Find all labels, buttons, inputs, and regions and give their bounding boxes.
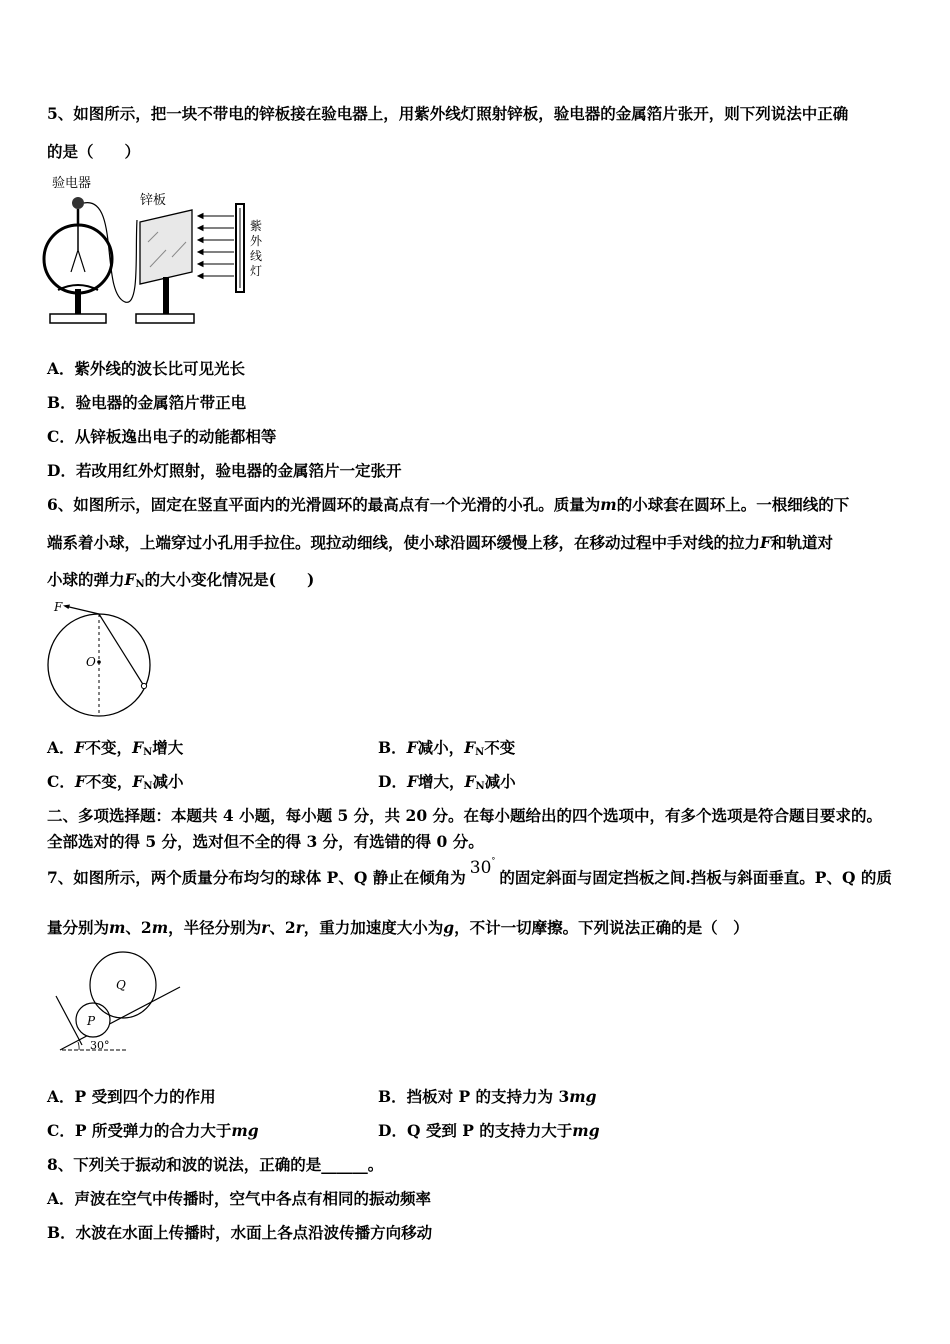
uv-lamp-label-3: 线 <box>250 249 263 263</box>
uv-lamp-label-4: 灯 <box>250 264 263 278</box>
uv-lamp-label-2: 外 <box>250 234 263 248</box>
q5-figure <box>40 172 280 334</box>
section2-instruction-line1: 二、多项选择题：本题共 4 小题，每小题 5 分，共 20 分。在每小题给出的四个选项中，有多个选项是符合题目要求的。 <box>47 806 883 825</box>
electroscope-foil-left <box>71 250 78 272</box>
q7-option-d[interactable]: D．Q 受到 P 的支持力大于mg <box>378 1121 600 1140</box>
q8-stem: 8、下列关于振动和波的说法，正确的是______。 <box>47 1155 384 1174</box>
q5-stem-line1: 5、如图所示，把一块不带电的锌板接在验电器上，用紫外线灯照射锌板，验电器的金属箔片张开，则下列说法中正确 <box>47 104 849 123</box>
angle-arc <box>78 1042 79 1050</box>
q6-stem-line1: 6、如图所示，固定在竖直平面内的光滑圆环的最高点有一个光滑的小孔。质量为m的小球套在圆环上。一根细线的下 <box>47 495 850 514</box>
uv-lamp-label-1: 紫 <box>250 219 263 233</box>
string-line <box>99 614 144 686</box>
pull-force-arrow <box>65 606 99 614</box>
zinc-plate <box>140 210 192 284</box>
electroscope-ball <box>72 197 84 209</box>
force-label: F <box>54 600 63 614</box>
q6-stem-line3: 小球的弹力$F_N$的大小变化情况是( ) <box>47 570 315 590</box>
q6-stem-line2: 端系着小球，上端穿过小孔用手拉住。现拉动细线，使小球沿圆环缓慢上移，在移动过程中手对线的拉力F和轨道对 <box>47 533 834 552</box>
center-label: O <box>86 655 96 669</box>
q7-option-a[interactable]: A．P 受到四个力的作用 <box>47 1087 216 1106</box>
center-point <box>97 660 101 664</box>
q7-stem-line1: 7、如图所示，两个质量分布均匀的球体 P、Q 静止在倾角为 30°的固定斜面与固定挡板之间.挡板与斜面垂直。P、Q 的质 <box>47 856 892 887</box>
q5-stem-line2: 的是（ ） <box>47 142 141 161</box>
sphere-p-label: P <box>87 1014 96 1028</box>
sphere-q-label: Q <box>116 978 126 992</box>
small-ball <box>141 683 146 688</box>
q7-stem-line2: 量分别为m、2m，半径分别为r、2r，重力加速度大小为g，不计一切摩擦。下列说法正确的是（ ） <box>47 918 749 937</box>
incline-angle-value: 30° <box>469 856 496 878</box>
ring-diagram <box>40 598 160 723</box>
q5-option-b[interactable]: B．验电器的金属箔片带正电 <box>47 393 247 412</box>
electroscope-base <box>50 314 106 323</box>
electroscope-foil-right <box>78 250 85 272</box>
q6-option-c[interactable]: C．F不变，$F_N$减小 <box>47 772 184 792</box>
q7-figure <box>50 950 190 1058</box>
spheres-on-incline-diagram <box>50 950 190 1058</box>
q6-figure <box>40 598 160 723</box>
electroscope-label: 验电器 <box>52 176 92 191</box>
q8-option-b[interactable]: B．水波在水面上传播时，水面上各点沿波传播方向移动 <box>47 1223 433 1242</box>
section2-instruction-line2: 全部选对的得 5 分，选对但不全的得 3 分，有选错的得 0 分。 <box>47 832 484 851</box>
electroscope-zinc-uv-diagram <box>40 172 280 334</box>
q5-option-a[interactable]: A．紫外线的波长比可见光长 <box>47 359 246 378</box>
q7-option-b[interactable]: B．挡板对 P 的支持力为 3mg <box>378 1087 597 1106</box>
uv-rays <box>198 214 234 279</box>
q6-option-a[interactable]: A．F不变，$F_N$增大 <box>47 738 184 758</box>
q6-option-d[interactable]: D．F增大，$F_N$减小 <box>378 772 516 792</box>
q8-option-a[interactable]: A．声波在空气中传播时，空气中各点有相同的振动频率 <box>47 1189 432 1208</box>
q7-option-c[interactable]: C．P 所受弹力的合力大于mg <box>47 1121 259 1140</box>
q5-option-c[interactable]: C．从锌板逸出电子的动能都相等 <box>47 427 277 446</box>
zinc-plate-label: 锌板 <box>140 193 167 208</box>
zinc-plate-base <box>136 314 194 323</box>
incline-angle-label: 30° <box>90 1039 110 1052</box>
q6-option-b[interactable]: B．F减小，$F_N$不变 <box>378 738 516 758</box>
q5-option-d[interactable]: D．若改用红外灯照射，验电器的金属箔片一定张开 <box>47 461 402 480</box>
